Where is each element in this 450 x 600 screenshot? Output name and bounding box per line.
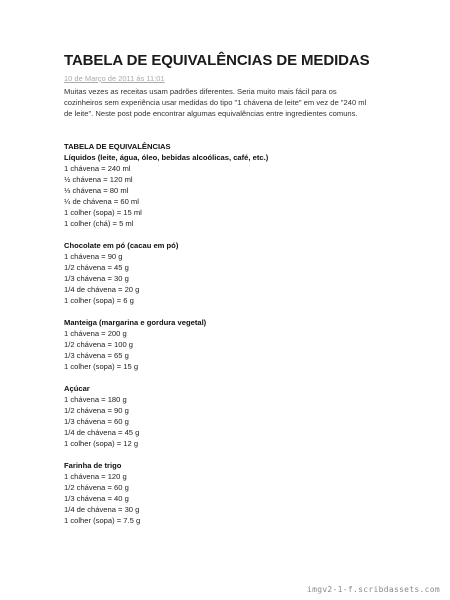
equivalence-line: 1 colher (sopa) = 7.5 g (64, 516, 141, 525)
equivalence-line: 1/4 de chávena = 20 g (64, 285, 140, 294)
equivalence-line: 1 chávena = 180 g (64, 395, 127, 404)
equivalence-list (64, 251, 394, 306)
table-heading: TABELA DE EQUIVALÊNCIAS (64, 142, 171, 151)
equivalence-line: 1/2 chávena = 45 g (64, 263, 129, 272)
equivalence-line: 1 colher (sopa) = 15 g (64, 362, 139, 371)
section-manteiga (64, 317, 394, 372)
equivalence-line: 1 chávena = 90 g (64, 252, 123, 261)
equivalence-list (64, 163, 394, 229)
equivalence-line: 1/2 chávena = 90 g (64, 406, 129, 415)
section-heading: Farinha de trigo (64, 461, 122, 470)
intro-line: de leite". Neste post pode encontrar algumas equivalências entre ingredientes comuns. (64, 109, 358, 118)
section-heading: Chocolate em pó (cacau em pó) (64, 241, 179, 250)
equivalence-line: 1/2 chávena = 100 g (64, 340, 134, 349)
intro-line: Muitas vezes as receitas usam padrões diferentes. Seria muito mais fácil para os (64, 87, 337, 96)
section-liquidos (64, 152, 394, 229)
equivalence-line: 1/2 chávena = 60 g (64, 483, 129, 492)
equivalence-line: 1/3 chávena = 65 g (64, 351, 129, 360)
section-acucar (64, 383, 394, 449)
equivalence-line: 1 chávena = 200 g (64, 329, 127, 338)
post-date-link[interactable]: 10 de Março de 2011 às 11:01 (64, 74, 165, 83)
equivalence-line: 1/4 de chávena = 30 g (64, 505, 140, 514)
equivalence-list (64, 394, 394, 449)
section-heading: Açúcar (64, 384, 90, 393)
equivalence-line: 1/3 chávena = 60 g (64, 417, 129, 426)
equivalence-line: 1/3 chávena = 40 g (64, 494, 129, 503)
section-chocolate (64, 240, 394, 306)
equivalence-line: ⅓ chávena = 80 ml (64, 186, 129, 195)
equivalence-list (64, 471, 394, 526)
equivalence-line: 1 colher (sopa) = 15 ml (64, 208, 142, 217)
equivalence-line: 1 colher (sopa) = 12 g (64, 439, 139, 448)
section-heading: Manteiga (margarina e gordura vegetal) (64, 318, 207, 327)
equivalence-line: ¼ de chávena = 60 ml (64, 197, 139, 206)
equivalence-line: 1 chávena = 120 g (64, 472, 127, 481)
section-farinha (64, 460, 394, 526)
equivalence-line: 1 chávena = 240 ml (64, 164, 131, 173)
intro-paragraph (64, 86, 394, 119)
equivalence-line: 1/3 chávena = 30 g (64, 274, 129, 283)
page-title: TABELA DE EQUIVALÊNCIAS DE MEDIDAS (64, 52, 370, 69)
equivalence-list (64, 328, 394, 372)
source-watermark: imgv2-1-f.scribdassets.com (306, 585, 440, 594)
document-page (64, 52, 394, 537)
equivalence-line: 1 colher (chá) = 5 ml (64, 219, 134, 228)
intro-line: cozinheiros sem experiência usar medidas do tipo "1 chávena de leite" em vez de "240 ml (64, 98, 367, 107)
equivalence-line: ½ chávena = 120 ml (64, 175, 133, 184)
equivalence-line: 1 colher (sopa) = 6 g (64, 296, 134, 305)
section-heading: Líquidos (leite, água, óleo, bebidas alcoólicas, café, etc.) (64, 153, 269, 162)
equivalence-line: 1/4 de chávena = 45 g (64, 428, 140, 437)
